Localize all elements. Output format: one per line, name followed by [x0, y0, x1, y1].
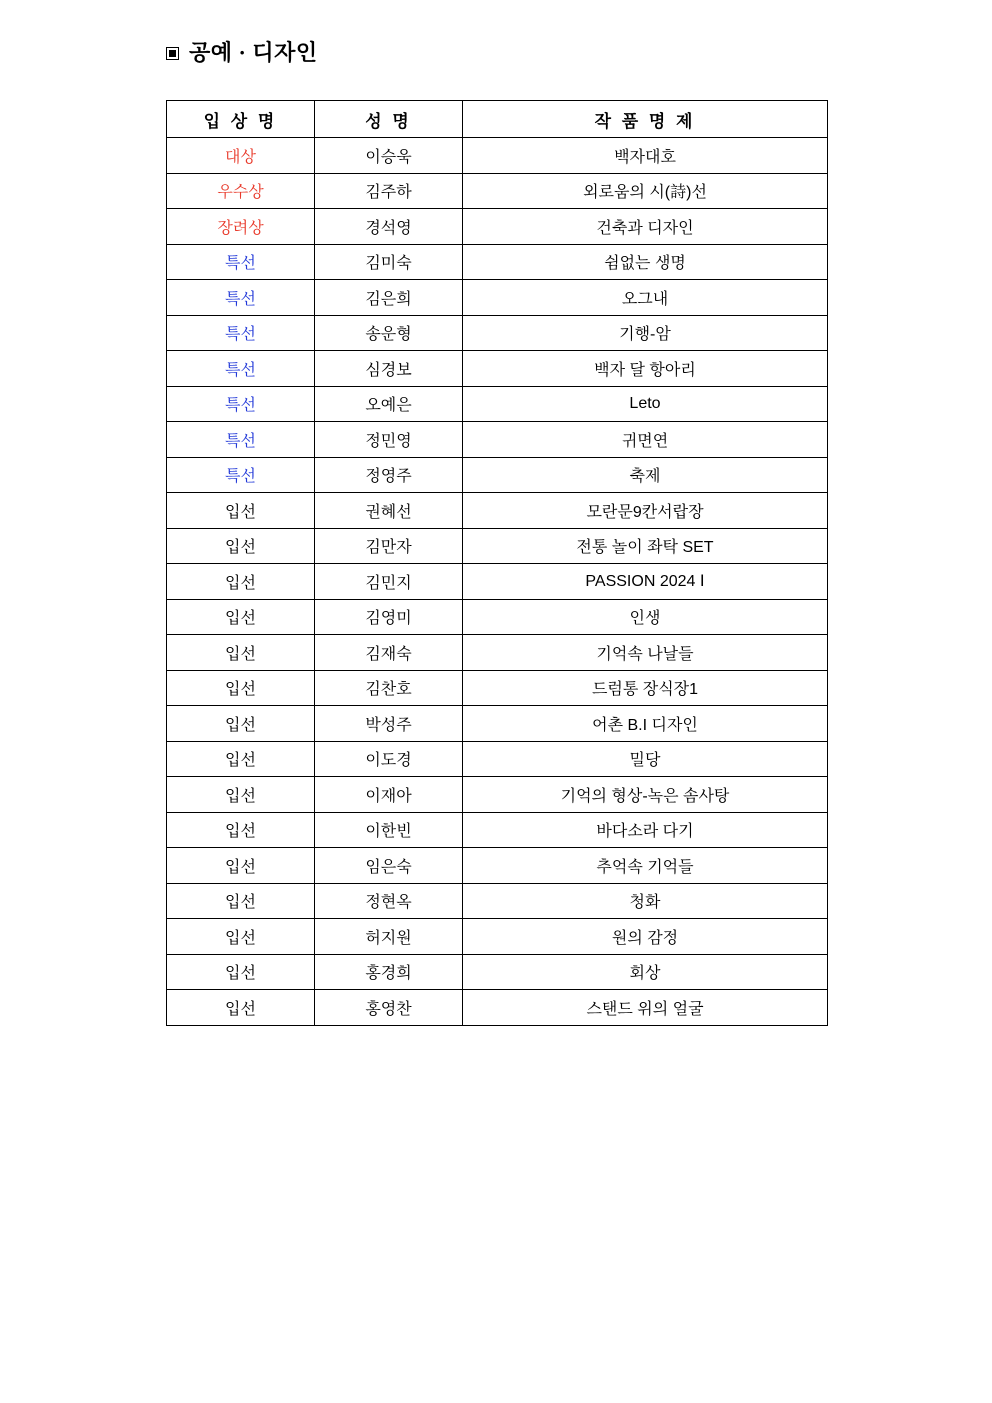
cell-work-title: 건축과 디자인 [463, 209, 828, 245]
cell-work-title: 어촌 B.I 디자인 [463, 706, 828, 742]
cell-work-title: 귀면연 [463, 422, 828, 458]
cell-work-title: 기억의 형상-녹은 솜사탕 [463, 777, 828, 813]
cell-work-title: 회상 [463, 954, 828, 990]
cell-work-title: 모란문9칸서랍장 [463, 493, 828, 529]
cell-name: 임은숙 [315, 848, 463, 884]
cell-award: 입선 [167, 990, 315, 1026]
table-row [167, 564, 828, 600]
table-row [167, 670, 828, 706]
cell-work-title: 백자대호 [463, 138, 828, 174]
cell-work-title: 청화 [463, 883, 828, 919]
cell-work-title: PASSION 2024 Ⅰ [463, 564, 828, 600]
section-heading [166, 42, 318, 64]
table-row [167, 954, 828, 990]
table-row [167, 351, 828, 387]
cell-name: 김주하 [315, 173, 463, 209]
cell-name: 김영미 [315, 599, 463, 635]
table-row [167, 706, 828, 742]
table-header-row [167, 101, 828, 138]
table-row [167, 280, 828, 316]
cell-name: 정현옥 [315, 883, 463, 919]
cell-award: 장려상 [167, 209, 315, 245]
cell-name: 박성주 [315, 706, 463, 742]
cell-name: 홍경희 [315, 954, 463, 990]
table-row [167, 528, 828, 564]
table-row [167, 457, 828, 493]
cell-award: 입선 [167, 564, 315, 600]
table-row [167, 138, 828, 174]
cell-work-title: 스탠드 위의 얼굴 [463, 990, 828, 1026]
cell-name: 김은희 [315, 280, 463, 316]
award-list-table [166, 100, 828, 1026]
cell-award: 특선 [167, 351, 315, 387]
cell-work-title: 백자 달 항아리 [463, 351, 828, 387]
cell-award: 특선 [167, 244, 315, 280]
cell-work-title: 원의 감정 [463, 919, 828, 955]
cell-name: 오예은 [315, 386, 463, 422]
cell-award: 입선 [167, 919, 315, 955]
cell-award: 입선 [167, 741, 315, 777]
cell-work-title: 기억속 나날들 [463, 635, 828, 671]
cell-name: 김재숙 [315, 635, 463, 671]
cell-name: 김찬호 [315, 670, 463, 706]
cell-award: 입선 [167, 493, 315, 529]
cell-name: 송운형 [315, 315, 463, 351]
cell-name: 김미숙 [315, 244, 463, 280]
cell-name: 이재아 [315, 777, 463, 813]
cell-award: 입선 [167, 954, 315, 990]
filled-square-icon [166, 47, 179, 60]
column-header-title: 작 품 명 제 [463, 101, 828, 138]
cell-name: 권혜선 [315, 493, 463, 529]
table-row [167, 812, 828, 848]
cell-award: 특선 [167, 422, 315, 458]
page-title: 공예 · 디자인 [189, 40, 318, 65]
cell-name: 이도경 [315, 741, 463, 777]
cell-name: 이승욱 [315, 138, 463, 174]
cell-work-title: 외로움의 시(詩)선 [463, 173, 828, 209]
cell-name: 허지원 [315, 919, 463, 955]
cell-award: 특선 [167, 315, 315, 351]
cell-award: 우수상 [167, 173, 315, 209]
table-row [167, 777, 828, 813]
cell-name: 경석영 [315, 209, 463, 245]
cell-work-title: Leto [463, 386, 828, 422]
table-row [167, 244, 828, 280]
cell-work-title: 전통 놀이 좌탁 SET [463, 528, 828, 564]
cell-award: 입선 [167, 635, 315, 671]
cell-work-title: 추억속 기억들 [463, 848, 828, 884]
cell-name: 심경보 [315, 351, 463, 387]
cell-name: 이한빈 [315, 812, 463, 848]
cell-work-title: 바다소라 다기 [463, 812, 828, 848]
cell-work-title: 쉼없는 생명 [463, 244, 828, 280]
table-row [167, 919, 828, 955]
cell-award: 대상 [167, 138, 315, 174]
cell-award: 입선 [167, 777, 315, 813]
table-row [167, 741, 828, 777]
table-row [167, 493, 828, 529]
column-header-name: 성 명 [315, 101, 463, 138]
cell-award: 입선 [167, 848, 315, 884]
cell-award: 입선 [167, 528, 315, 564]
table-row [167, 422, 828, 458]
cell-name: 김만자 [315, 528, 463, 564]
cell-work-title: 인생 [463, 599, 828, 635]
cell-award: 특선 [167, 386, 315, 422]
cell-award: 특선 [167, 280, 315, 316]
cell-work-title: 오그내 [463, 280, 828, 316]
table-body [167, 138, 828, 1026]
table-row [167, 599, 828, 635]
cell-award: 입선 [167, 883, 315, 919]
column-header-award: 입 상 명 [167, 101, 315, 138]
cell-work-title: 밀당 [463, 741, 828, 777]
cell-work-title: 축제 [463, 457, 828, 493]
table-row [167, 990, 828, 1026]
cell-work-title: 기행-암 [463, 315, 828, 351]
cell-name: 김민지 [315, 564, 463, 600]
table-row [167, 848, 828, 884]
cell-award: 입선 [167, 599, 315, 635]
table-row [167, 209, 828, 245]
cell-award: 입선 [167, 706, 315, 742]
cell-name: 정민영 [315, 422, 463, 458]
table-header [167, 101, 828, 138]
cell-award: 특선 [167, 457, 315, 493]
table-row [167, 386, 828, 422]
table-row [167, 173, 828, 209]
table-row [167, 315, 828, 351]
table-row [167, 635, 828, 671]
cell-work-title: 드럼통 장식장1 [463, 670, 828, 706]
table-row [167, 883, 828, 919]
cell-name: 정영주 [315, 457, 463, 493]
cell-award: 입선 [167, 812, 315, 848]
cell-award: 입선 [167, 670, 315, 706]
cell-name: 홍영찬 [315, 990, 463, 1026]
